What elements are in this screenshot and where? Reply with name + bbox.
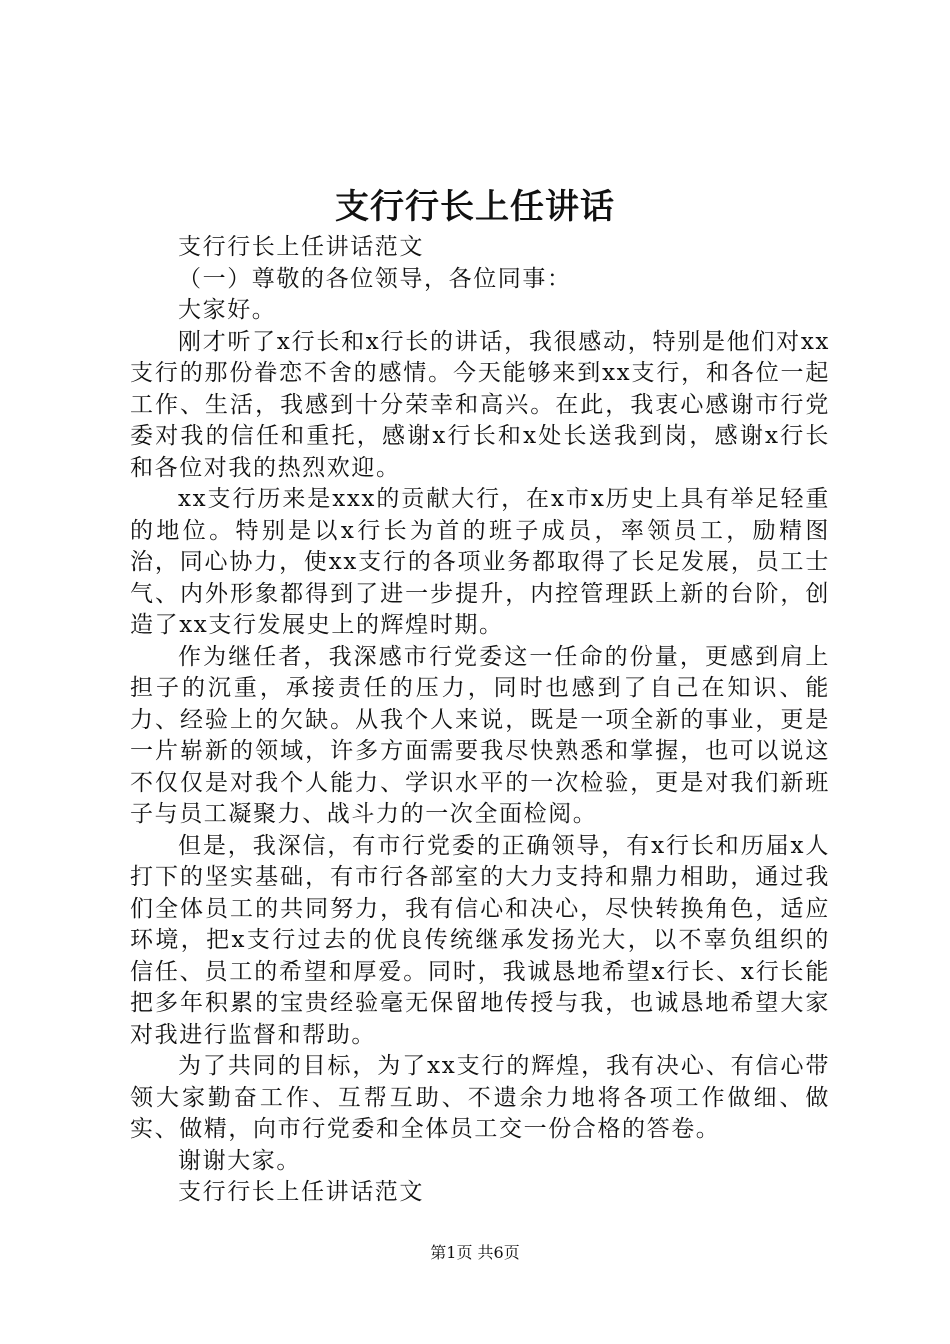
paragraph: 作为继任者，我深感市行党委这一任命的份量，更感到肩上担子的沉重，承接责任的压力，同时也感到了自己在知识、能力、经验上的欠缺。从我个人来说，既是一项全新的事业，更是一片崭新的领域，许多方面需要我尽快熟悉和掌握，也可以说这不仅仅是对我个人能力、学识水平的一次检验，更是对我们新班子与员工凝聚力、战斗力的一次全面检阅。	[130, 643, 830, 827]
paragraph: 但是，我深信，有市行党委的正确领导，有x行长和历届x人打下的坚实基础，有市行各部室的大力支持和鼎力相助，通过我们全体员工的共同努力，我有信心和决心，尽快转换角色，适应环境，把x支行过去的优良传统继承发扬光大，以不辜负组织的信任、员工的希望和厚爱。同时，我诚恳地希望x行长、x行长能把多年积累的宝贵经验毫无保留地传授与我，也诚恳地希望大家对我进行监督和帮助。	[130, 832, 830, 1048]
document-body	[130, 232, 830, 1209]
paragraph: 为了共同的目标，为了xx支行的辉煌，我有决心、有信心带领大家勤奋工作、互帮互助、不遗余力地将各项工作做细、做实、做精，向市行党委和全体员工交一份合格的答卷。	[130, 1053, 830, 1142]
paragraph-thanks: 谢谢大家。	[178, 1147, 301, 1174]
paragraph-salutation: （一）尊敬的各位领导，各位同事：	[178, 265, 572, 292]
document-title: 支行行长上任讲话	[335, 187, 615, 227]
paragraph: 刚才听了x行长和x行长的讲话，我很感动，特别是他们对xx支行的那份眷恋不舍的感情。今天能够来到xx支行，和各位一起工作、生活，我感到十分荣幸和高兴。在此，我衷心感谢市行党委对我的信任和重托，感谢x行长和x处长送我到岗，感谢x行长和各位对我的热烈欢迎。	[130, 328, 830, 481]
page-number-footer: 第1页 共6页	[430, 1243, 520, 1262]
paragraph-subtitle: 支行行长上任讲话范文	[178, 1179, 424, 1205]
paragraph-greeting: 大家好。	[178, 297, 277, 323]
paragraph-subtitle: 支行行长上任讲话范文	[178, 234, 424, 260]
paragraph: xx支行历来是xxx的贡献大行，在x市x历史上具有举足轻重的地位。特别是以x行长为首的班子成员，率领员工，励精图治，同心协力，使xx支行的各项业务都取得了长足发展，员工士气、内外形象都得到了进一步提升，内控管理跃上新的台阶，创造了xx支行发展史上的辉煌时期。	[130, 486, 830, 638]
